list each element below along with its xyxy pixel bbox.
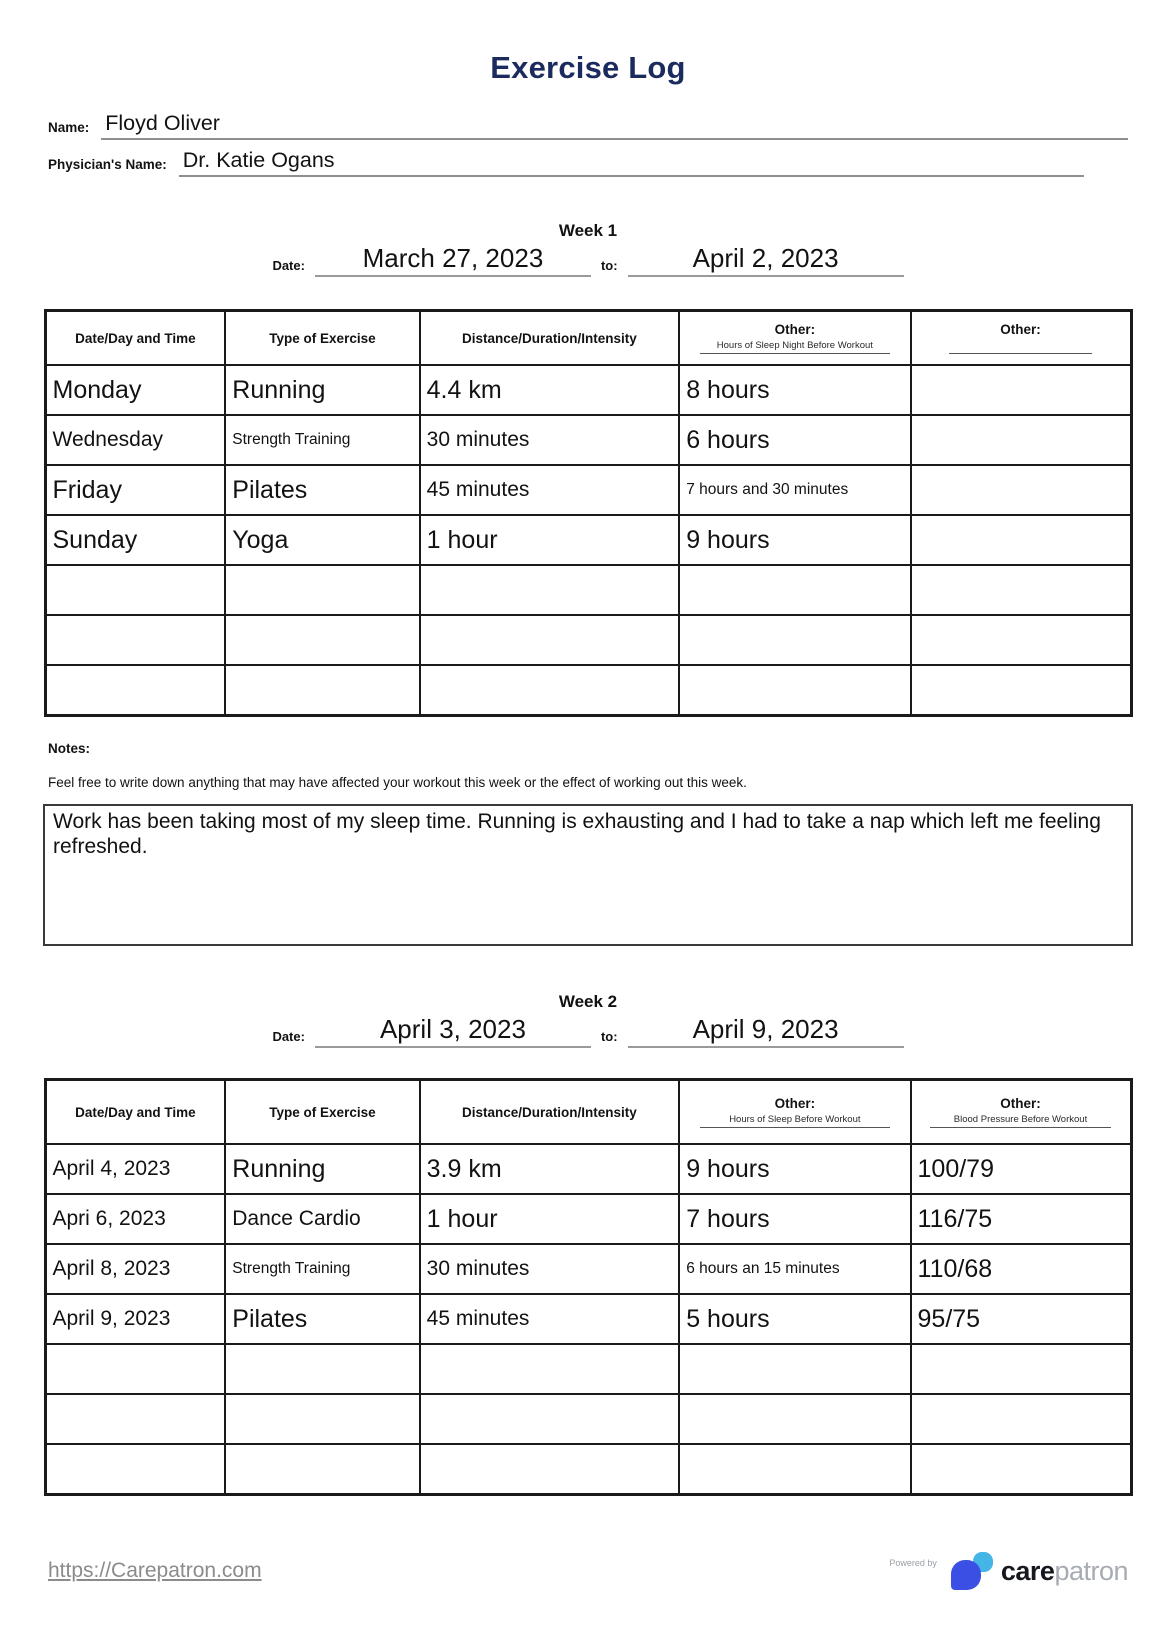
table-cell: 1 hour — [420, 515, 680, 565]
table-cell: Apri 6, 2023 — [45, 1194, 225, 1244]
table-cell: Yoga — [225, 515, 419, 565]
header-label: Other: — [774, 322, 816, 338]
table-cell — [911, 415, 1131, 465]
table-cell — [225, 565, 419, 615]
table-header-cell — [679, 311, 910, 366]
table-cell — [679, 1394, 910, 1444]
date-label: Date: — [272, 1029, 305, 1045]
week2-heading: Week 2 — [558, 992, 618, 1012]
table-cell — [679, 1344, 910, 1394]
table-cell: Dance Cardio — [225, 1194, 419, 1244]
table-row — [45, 1294, 1131, 1344]
table-cell — [420, 1344, 680, 1394]
table-cell: Pilates — [225, 1294, 419, 1344]
table-cell — [911, 1344, 1131, 1394]
table-cell — [45, 615, 225, 665]
header-label: Distance/Duration/Intensity — [462, 330, 637, 346]
table-cell: 8 hours — [679, 365, 910, 415]
table-cell: 7 hours and 30 minutes — [679, 465, 910, 515]
table-row — [45, 365, 1131, 415]
table-cell — [420, 565, 680, 615]
page-title: Exercise Log — [490, 50, 686, 85]
table-row — [45, 665, 1131, 716]
header-label: Distance/Duration/Intensity — [462, 1104, 637, 1120]
header-sub-label: Blood Pressure Before Workout — [930, 1114, 1111, 1128]
table-cell — [911, 1444, 1131, 1495]
week2-table-head — [45, 1080, 1131, 1145]
to-label: to: — [600, 258, 618, 274]
table-row — [45, 1444, 1131, 1495]
header-label: Other: — [1000, 1096, 1041, 1112]
week1-table-head — [45, 311, 1131, 366]
logo-bubble-large — [951, 1560, 981, 1590]
table-cell — [225, 1444, 419, 1495]
table-header-row — [45, 1080, 1131, 1145]
table-cell: Running — [225, 1144, 419, 1194]
table-cell — [420, 665, 680, 716]
physician-label: Physician's Name: — [48, 157, 167, 172]
notes-box — [43, 804, 1133, 946]
carepatron-brand — [889, 1552, 1128, 1590]
header-sub-label: Hours of Sleep Before Workout — [700, 1114, 890, 1128]
brand-wordmark — [1000, 1555, 1128, 1586]
week1-table-body — [45, 365, 1131, 716]
table-row — [45, 415, 1131, 465]
week1-date-row — [0, 243, 1176, 277]
week2-date-from: April 3, 2023 — [315, 1014, 591, 1048]
date-label: Date: — [272, 258, 305, 274]
table-cell — [911, 465, 1131, 515]
table-cell — [679, 565, 910, 615]
table-cell: 6 hours an 15 minutes — [679, 1244, 910, 1294]
table-cell — [679, 1444, 910, 1495]
week2-date-row — [0, 1014, 1176, 1048]
table-cell: 30 minutes — [420, 415, 680, 465]
table-cell: 4.4 km — [420, 365, 680, 415]
table-row — [45, 615, 1131, 665]
name-label: Name: — [48, 120, 90, 135]
table-cell — [45, 1444, 225, 1495]
table-cell — [45, 1344, 225, 1394]
notes-description: Feel free to write down anything that may have affected your workout this week or the effect of working out this week. — [48, 775, 747, 791]
table-cell: April 9, 2023 — [45, 1294, 225, 1344]
table-cell — [911, 365, 1131, 415]
table-header-cell — [45, 1080, 225, 1145]
header-label: Type of Exercise — [269, 1104, 376, 1120]
table-cell: Strength Training — [225, 415, 419, 465]
table-row — [45, 1194, 1131, 1244]
table-cell: 3.9 km — [420, 1144, 680, 1194]
table-cell — [45, 665, 225, 716]
brand-care: care — [1000, 1555, 1055, 1586]
table-cell: 1 hour — [420, 1194, 680, 1244]
table-cell — [679, 615, 910, 665]
table-cell — [911, 615, 1131, 665]
week2-table-body — [45, 1144, 1131, 1495]
table-header-cell — [420, 311, 680, 366]
table-row — [45, 565, 1131, 615]
week2-table — [44, 1078, 1133, 1496]
table-header-cell — [420, 1080, 680, 1145]
week1-date-to: April 2, 2023 — [628, 243, 904, 277]
table-cell: Sunday — [45, 515, 225, 565]
table-cell: 9 hours — [679, 515, 910, 565]
header-label: Date/Day and Time — [75, 1104, 196, 1120]
table-header-cell — [911, 1080, 1131, 1145]
table-cell: April 8, 2023 — [45, 1244, 225, 1294]
name-value: Floyd Oliver — [101, 110, 1128, 140]
table-cell — [225, 615, 419, 665]
table-header-cell — [911, 311, 1131, 366]
table-cell: 100/79 — [911, 1144, 1131, 1194]
table-header-cell — [225, 1080, 419, 1145]
table-cell: Strength Training — [225, 1244, 419, 1294]
brand-patron: patron — [1054, 1555, 1128, 1586]
table-cell — [911, 1394, 1131, 1444]
header-label: Type of Exercise — [269, 330, 376, 346]
table-row — [45, 1144, 1131, 1194]
carepatron-link[interactable]: https://Carepatron.com — [48, 1559, 262, 1582]
header-label: Other: — [774, 1096, 816, 1112]
table-header-row — [45, 311, 1131, 366]
table-cell: Friday — [45, 465, 225, 515]
table-cell: 5 hours — [679, 1294, 910, 1344]
table-cell: 6 hours — [679, 415, 910, 465]
table-cell — [911, 515, 1131, 565]
table-cell: 45 minutes — [420, 1294, 680, 1344]
table-cell — [45, 1394, 225, 1444]
table-cell: Running — [225, 365, 419, 415]
table-cell — [911, 665, 1131, 716]
table-cell: 95/75 — [911, 1294, 1131, 1344]
physician-value: Dr. Katie Ogans — [179, 147, 1084, 177]
table-header-cell — [679, 1080, 910, 1145]
table-cell — [420, 615, 680, 665]
table-cell: 110/68 — [911, 1244, 1131, 1294]
to-label: to: — [600, 1029, 618, 1045]
table-row — [45, 465, 1131, 515]
table-cell: 30 minutes — [420, 1244, 680, 1294]
header-sub-label: Hours of Sleep Night Before Workout — [700, 340, 890, 354]
week1-table — [44, 309, 1133, 717]
table-cell: Monday — [45, 365, 225, 415]
table-cell — [225, 665, 419, 716]
table-header-cell — [225, 311, 419, 366]
table-cell: 9 hours — [679, 1144, 910, 1194]
week1-heading: Week 1 — [558, 221, 618, 240]
table-cell: 116/75 — [911, 1194, 1131, 1244]
table-cell — [45, 565, 225, 615]
week2-date-to: April 9, 2023 — [628, 1014, 904, 1048]
notes-label: Notes: — [48, 741, 91, 757]
table-cell — [225, 1394, 419, 1444]
table-cell: Wednesday — [45, 415, 225, 465]
table-cell: Pilates — [225, 465, 419, 515]
table-row — [45, 1394, 1131, 1444]
table-row — [45, 1244, 1131, 1294]
table-cell: 45 minutes — [420, 465, 680, 515]
table-cell — [420, 1444, 680, 1495]
powered-by-label: Powered by — [889, 1558, 937, 1568]
table-cell — [911, 565, 1131, 615]
notes-text: Work has been taking most of my sleep time. Running is exhausting and I had to take a nap which left me feeling refreshed. — [53, 810, 1101, 859]
week1-date-from: March 27, 2023 — [315, 243, 591, 277]
physician-field-row — [48, 147, 1084, 177]
carepatron-logo-icon — [951, 1552, 993, 1590]
table-cell: April 4, 2023 — [45, 1144, 225, 1194]
table-cell: 7 hours — [679, 1194, 910, 1244]
header-sub-underline — [949, 340, 1092, 354]
table-cell — [679, 665, 910, 716]
table-cell — [225, 1344, 419, 1394]
name-field-row — [48, 110, 1128, 140]
footer — [0, 1552, 1176, 1590]
table-row — [45, 515, 1131, 565]
header-label: Other: — [1000, 322, 1041, 338]
table-header-cell — [45, 311, 225, 366]
header-label: Date/Day and Time — [75, 330, 196, 346]
table-row — [45, 1344, 1131, 1394]
table-cell — [420, 1394, 680, 1444]
